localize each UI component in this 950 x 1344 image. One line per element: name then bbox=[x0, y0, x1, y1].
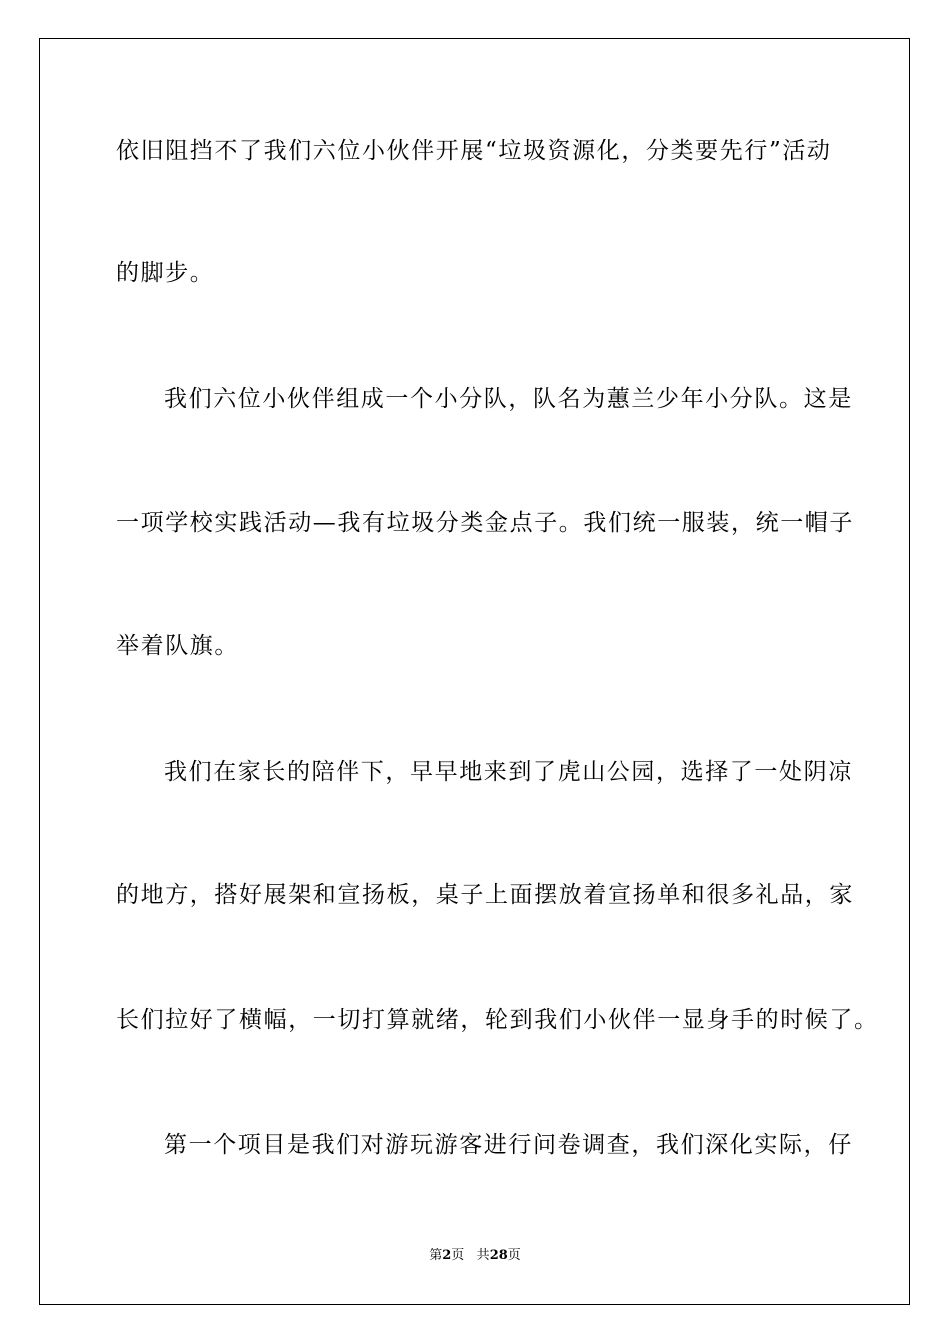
footer-total-prefix: 共 bbox=[476, 1248, 490, 1263]
footer-total-suffix: 页 bbox=[507, 1248, 521, 1263]
footer-page-prefix: 第 bbox=[429, 1248, 443, 1263]
page-footer bbox=[0, 1247, 950, 1265]
text-line-8: 长们拉好了横幅，一切打算就绪，轮到我们小伙伴一显身手的时候了。 bbox=[116, 1007, 879, 1033]
footer-total-pages: 28 bbox=[489, 1248, 508, 1263]
text-line-3: 我们六位小伙伴组成一个小分队，队名为蕙兰少年小分队。这是 bbox=[164, 386, 853, 412]
text-line-6: 我们在家长的陪伴下，早早地来到了虎山公园，选择了一处阴凉 bbox=[164, 759, 853, 785]
footer-page-suffix: 页 bbox=[451, 1248, 465, 1263]
text-line-7: 的地方，搭好展架和宣扬板，桌子上面摆放着宣扬单和很多礼品，家 bbox=[116, 882, 854, 908]
text-line-2: 的脚步。 bbox=[116, 260, 215, 286]
text-line-9: 第一个项目是我们对游玩游客进行问卷调查，我们深化实际，仔 bbox=[164, 1132, 853, 1158]
text-line-5: 举着队旗。 bbox=[116, 633, 239, 659]
text-line-4: 一项学校实践活动—我有垃圾分类金点子。我们统一服装，统一帽子 bbox=[116, 510, 854, 536]
page-border bbox=[39, 38, 910, 1305]
footer-current-page: 2 bbox=[442, 1248, 452, 1263]
text-line-1: 依旧阻挡不了我们六位小伙伴开展“垃圾资源化，分类要先行”活动 bbox=[116, 138, 832, 164]
